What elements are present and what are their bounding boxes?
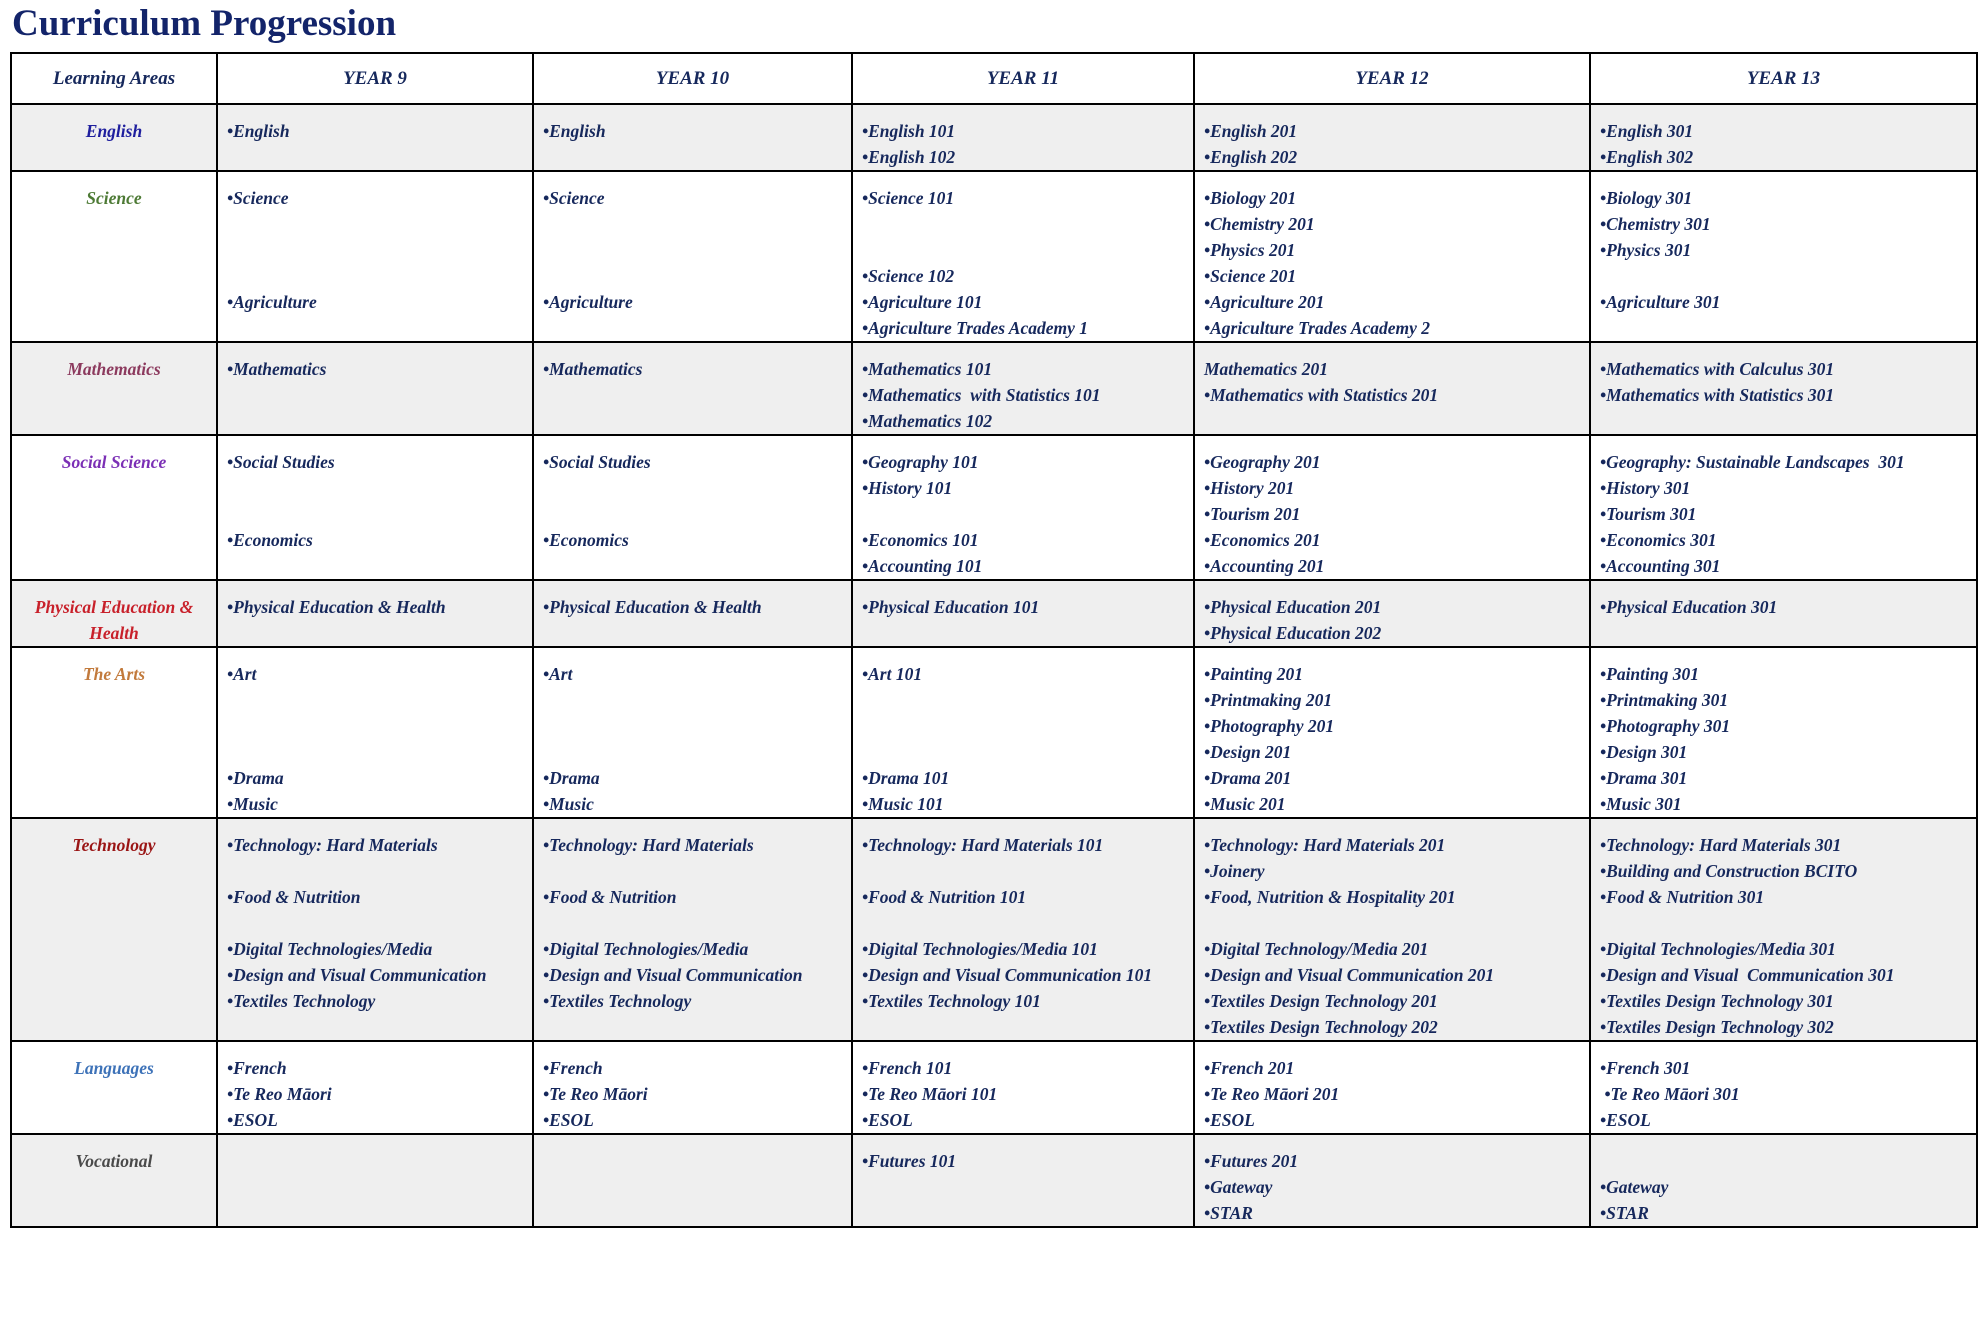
course-item: •French (543, 1058, 603, 1078)
header-year-13: YEAR 13 (1590, 53, 1977, 104)
blank-line (543, 687, 851, 713)
course-item: •Digital Technologies/Media (227, 939, 433, 959)
course-item: •Mathematics with Statistics 101 (862, 385, 1101, 405)
course-item: •Science (227, 188, 289, 208)
course-item: •ESOL (227, 1110, 278, 1130)
course-item: •Economics 201 (1204, 530, 1321, 550)
blank-line (1600, 910, 1976, 936)
course-item: •English 301 (1600, 121, 1694, 141)
course-item: •Music (543, 794, 594, 814)
course-item: •Agriculture (227, 292, 317, 312)
blank-line (862, 687, 1193, 713)
blank-line (227, 687, 532, 713)
blank-line (227, 263, 532, 289)
course-item: •English 102 (862, 147, 956, 167)
course-item: •Tourism 301 (1600, 504, 1697, 524)
course-item: •History 201 (1204, 478, 1295, 498)
course-item: •Physical Education & Health (227, 597, 446, 617)
course-cell-year-10 (533, 818, 852, 1041)
course-item: •Digital Technologies/Media 101 (862, 939, 1098, 959)
course-item: •Design and Visual Communication 301 (1600, 965, 1895, 985)
course-cell-year-13 (1590, 342, 1977, 435)
table-row (11, 104, 1977, 171)
course-item: •Economics 301 (1600, 530, 1717, 550)
blank-line (227, 501, 532, 527)
table-row (11, 580, 1977, 647)
course-cell-year-13 (1590, 1134, 1977, 1227)
learning-area-label: Technology (72, 835, 156, 855)
table-row (11, 1041, 1977, 1134)
course-item: •Te Reo Māori 201 (1204, 1084, 1340, 1104)
course-item: •Mathematics 101 (862, 359, 993, 379)
course-item: •English 302 (1600, 147, 1694, 167)
table-row (11, 435, 1977, 580)
course-item: •English (543, 121, 606, 141)
course-item: •Science 201 (1204, 266, 1297, 286)
course-cell-year-9 (217, 435, 533, 580)
blank-line (1600, 1148, 1976, 1174)
course-item: •Te Reo Māori 101 (862, 1084, 998, 1104)
blank-line (227, 211, 532, 237)
course-item: •Economics 101 (862, 530, 979, 550)
course-cell-year-9 (217, 342, 533, 435)
table-row (11, 171, 1977, 342)
header-year-12: YEAR 12 (1194, 53, 1590, 104)
course-cell-year-9 (217, 171, 533, 342)
blank-line (543, 739, 851, 765)
course-item: •Agriculture Trades Academy 2 (1204, 318, 1430, 338)
course-item: •Textiles Technology (227, 991, 376, 1011)
course-item: •Physical Education & Health (543, 597, 762, 617)
course-cell-year-11 (852, 818, 1194, 1041)
course-item: •French (227, 1058, 287, 1078)
course-cell-year-12 (1194, 580, 1590, 647)
course-cell-year-9 (217, 818, 533, 1041)
learning-area-cell (11, 647, 217, 818)
course-item: •History 301 (1600, 478, 1691, 498)
course-item: •Technology: Hard Materials (543, 835, 754, 855)
course-item: •Music 201 (1204, 794, 1286, 814)
course-item: •ESOL (543, 1110, 594, 1130)
course-item: •English (227, 121, 290, 141)
course-item: •Futures 201 (1204, 1151, 1299, 1171)
course-cell-year-11 (852, 171, 1194, 342)
course-item: •Textiles Technology (543, 991, 692, 1011)
course-item: •ESOL (1600, 1110, 1651, 1130)
course-item: •French 101 (862, 1058, 953, 1078)
header-row (11, 53, 1977, 104)
course-item: •Textiles Design Technology 301 (1600, 991, 1834, 1011)
course-cell-year-9 (217, 1134, 533, 1227)
table-row (11, 342, 1977, 435)
course-item: •Physical Education 202 (1204, 623, 1382, 643)
course-cell-year-11 (852, 342, 1194, 435)
course-cell-year-11 (852, 1041, 1194, 1134)
blank-line (862, 237, 1193, 263)
course-item: •Food & Nutrition 101 (862, 887, 1027, 907)
course-item: •Textiles Design Technology 201 (1204, 991, 1438, 1011)
course-item: •Food, Nutrition & Hospitality 201 (1204, 887, 1456, 907)
course-item: •Chemistry 301 (1600, 214, 1711, 234)
course-item: •Drama 101 (862, 768, 950, 788)
blank-line (862, 501, 1193, 527)
course-item: •Painting 201 (1204, 664, 1303, 684)
course-item: •Science 102 (862, 266, 955, 286)
table-row (11, 818, 1977, 1041)
course-item: •Music 101 (862, 794, 944, 814)
header-year-10: YEAR 10 (533, 53, 852, 104)
table-row (11, 1134, 1977, 1227)
course-item: •Biology 201 (1204, 188, 1297, 208)
blank-line (227, 713, 532, 739)
learning-area-cell (11, 580, 217, 647)
learning-area-label: Languages (74, 1058, 154, 1078)
learning-area-label: Vocational (75, 1151, 153, 1171)
course-item: •Agriculture 301 (1600, 292, 1721, 312)
course-item: •Geography 101 (862, 452, 979, 472)
course-cell-year-11 (852, 647, 1194, 818)
course-item: •Te Reo Māori (543, 1084, 648, 1104)
course-item: •Technology: Hard Materials (227, 835, 438, 855)
learning-area-cell (11, 818, 217, 1041)
blank-line (862, 713, 1193, 739)
blank-line (543, 910, 851, 936)
course-item: •Drama 201 (1204, 768, 1292, 788)
course-cell-year-10 (533, 104, 852, 171)
course-cell-year-11 (852, 104, 1194, 171)
course-item: •Digital Technologies/Media (543, 939, 749, 959)
course-cell-year-9 (217, 580, 533, 647)
course-item: •Agriculture 201 (1204, 292, 1325, 312)
course-cell-year-13 (1590, 171, 1977, 342)
course-item: •Technology: Hard Materials 101 (862, 835, 1104, 855)
course-cell-year-12 (1194, 1134, 1590, 1227)
course-item: •Music (227, 794, 278, 814)
course-cell-year-12 (1194, 1041, 1590, 1134)
blank-line (862, 858, 1193, 884)
course-item: •Music 301 (1600, 794, 1682, 814)
blank-line (227, 237, 532, 263)
course-cell-year-11 (852, 580, 1194, 647)
course-item: •Mathematics with Statistics 201 (1204, 385, 1439, 405)
blank-line (862, 910, 1193, 936)
course-item: •Textiles Technology 101 (862, 991, 1041, 1011)
course-item: •English 202 (1204, 147, 1298, 167)
course-cell-year-12 (1194, 104, 1590, 171)
course-item: •Textiles Design Technology 202 (1204, 1017, 1438, 1037)
course-cell-year-10 (533, 580, 852, 647)
table-row (11, 647, 1977, 818)
course-item: •Design and Visual Communication 201 (1204, 965, 1495, 985)
course-item: •Design 201 (1204, 742, 1292, 762)
curriculum-table (10, 52, 1978, 1228)
course-item: •Mathematics with Statistics 301 (1600, 385, 1835, 405)
course-item: •Physical Education 201 (1204, 597, 1382, 617)
course-cell-year-10 (533, 171, 852, 342)
learning-area-cell (11, 435, 217, 580)
course-item: •Te Reo Māori 301 (1600, 1084, 1740, 1104)
course-cell-year-12 (1194, 171, 1590, 342)
course-item: •Photography 201 (1204, 716, 1335, 736)
course-cell-year-13 (1590, 647, 1977, 818)
course-item: •Accounting 201 (1204, 556, 1325, 576)
course-item: •Design and Visual Communication (227, 965, 487, 985)
learning-area-cell (11, 104, 217, 171)
course-cell-year-12 (1194, 435, 1590, 580)
blank-line (543, 211, 851, 237)
course-cell-year-13 (1590, 104, 1977, 171)
course-item: •Design and Visual Communication 101 (862, 965, 1153, 985)
course-cell-year-11 (852, 1134, 1194, 1227)
course-cell-year-12 (1194, 647, 1590, 818)
blank-line (1600, 263, 1976, 289)
course-item: •English 201 (1204, 121, 1298, 141)
blank-line (543, 713, 851, 739)
learning-area-label: English (85, 121, 143, 141)
learning-area-cell (11, 342, 217, 435)
course-item: •Geography 201 (1204, 452, 1321, 472)
learning-area-cell (11, 1041, 217, 1134)
course-item: •Accounting 301 (1600, 556, 1721, 576)
course-item: •Design and Visual Communication (543, 965, 803, 985)
course-item: •Physics 201 (1204, 240, 1296, 260)
course-item: •Social Studies (227, 452, 335, 472)
course-cell-year-12 (1194, 818, 1590, 1041)
course-cell-year-10 (533, 1041, 852, 1134)
course-cell-year-13 (1590, 580, 1977, 647)
header-year-11: YEAR 11 (852, 53, 1194, 104)
course-item: •Art (543, 664, 573, 684)
course-item: •Physical Education 301 (1600, 597, 1778, 617)
course-item: •Economics (543, 530, 629, 550)
page-title: Curriculum Progression (12, 3, 397, 44)
course-item: •Design 301 (1600, 742, 1688, 762)
course-item: •Technology: Hard Materials 201 (1204, 835, 1446, 855)
blank-line (227, 858, 532, 884)
course-cell-year-9 (217, 104, 533, 171)
course-item: •Economics (227, 530, 313, 550)
course-item: •Chemistry 201 (1204, 214, 1315, 234)
course-item: •Agriculture Trades Academy 1 (862, 318, 1088, 338)
course-item: •English 101 (862, 121, 956, 141)
learning-area-label: The Arts (82, 664, 146, 684)
course-item: •Drama (543, 768, 600, 788)
course-item: •Physical Education 101 (862, 597, 1040, 617)
course-item: •Drama 301 (1600, 768, 1688, 788)
course-item: •Tourism 201 (1204, 504, 1301, 524)
course-cell-year-10 (533, 342, 852, 435)
course-item: •Te Reo Māori (227, 1084, 332, 1104)
course-item: •Textiles Design Technology 302 (1600, 1017, 1834, 1037)
course-item: •Art (227, 664, 257, 684)
course-item: •Painting 301 (1600, 664, 1699, 684)
course-item: •Gateway (1204, 1177, 1273, 1197)
learning-area-label: Mathematics (67, 359, 161, 379)
learning-area-label: Physical Education & Health (34, 597, 194, 643)
blank-line (1204, 910, 1589, 936)
course-item: •Mathematics with Calculus 301 (1600, 359, 1835, 379)
header-year-9: YEAR 9 (217, 53, 533, 104)
course-item: •Mathematics 102 (862, 411, 993, 431)
course-item: •History 101 (862, 478, 953, 498)
blank-line (227, 739, 532, 765)
course-item: •STAR (1204, 1203, 1253, 1223)
course-item: •Accounting 101 (862, 556, 983, 576)
blank-line (862, 739, 1193, 765)
blank-line (862, 211, 1193, 237)
course-item: •Joinery (1204, 861, 1265, 881)
course-item: •Food & Nutrition (543, 887, 677, 907)
course-item: •French 201 (1204, 1058, 1295, 1078)
course-item: •Food & Nutrition 301 (1600, 887, 1765, 907)
learning-area-label: Science (86, 188, 142, 208)
course-item: •Biology 301 (1600, 188, 1693, 208)
course-item: •STAR (1600, 1203, 1649, 1223)
course-cell-year-11 (852, 435, 1194, 580)
learning-area-label: Social Science (61, 452, 167, 472)
course-item: •Food & Nutrition (227, 887, 361, 907)
course-cell-year-10 (533, 435, 852, 580)
course-cell-year-10 (533, 647, 852, 818)
course-cell-year-9 (217, 647, 533, 818)
course-item: •Gateway (1600, 1177, 1669, 1197)
course-item: •French 301 (1600, 1058, 1691, 1078)
course-cell-year-13 (1590, 818, 1977, 1041)
course-item: •Mathematics (543, 359, 643, 379)
blank-line (227, 475, 532, 501)
course-item: •Drama (227, 768, 284, 788)
course-item: •Agriculture (543, 292, 633, 312)
course-item: •ESOL (1204, 1110, 1255, 1130)
course-item: •Social Studies (543, 452, 651, 472)
course-item: •ESOL (862, 1110, 913, 1130)
course-item: •Art 101 (862, 664, 923, 684)
course-item: •Digital Technology/Media 201 (1204, 939, 1429, 959)
learning-area-cell (11, 1134, 217, 1227)
header-learning-areas: Learning Areas (11, 53, 217, 104)
course-cell-year-13 (1590, 1041, 1977, 1134)
course-item: •Futures 101 (862, 1151, 957, 1171)
course-item: •Printmaking 301 (1600, 690, 1729, 710)
course-item: •Geography: Sustainable Landscapes 301 (1600, 452, 1905, 472)
course-cell-year-12 (1194, 342, 1590, 435)
course-item: •Building and Construction BCITO (1600, 861, 1858, 881)
blank-line (543, 263, 851, 289)
blank-line (543, 501, 851, 527)
course-item: •Printmaking 201 (1204, 690, 1333, 710)
learning-area-cell (11, 171, 217, 342)
course-cell-year-13 (1590, 435, 1977, 580)
course-item: •Photography 301 (1600, 716, 1731, 736)
course-item: •Physics 301 (1600, 240, 1692, 260)
course-item: •Mathematics (227, 359, 327, 379)
course-cell-year-10 (533, 1134, 852, 1227)
course-item: •Science 101 (862, 188, 955, 208)
blank-line (543, 475, 851, 501)
course-item: •Technology: Hard Materials 301 (1600, 835, 1842, 855)
blank-line (227, 910, 532, 936)
course-item: Mathematics 201 (1204, 359, 1328, 379)
course-item: •Science (543, 188, 605, 208)
course-item: •Digital Technologies/Media 301 (1600, 939, 1836, 959)
blank-line (543, 858, 851, 884)
course-cell-year-9 (217, 1041, 533, 1134)
blank-line (543, 237, 851, 263)
course-item: •Agriculture 101 (862, 292, 983, 312)
